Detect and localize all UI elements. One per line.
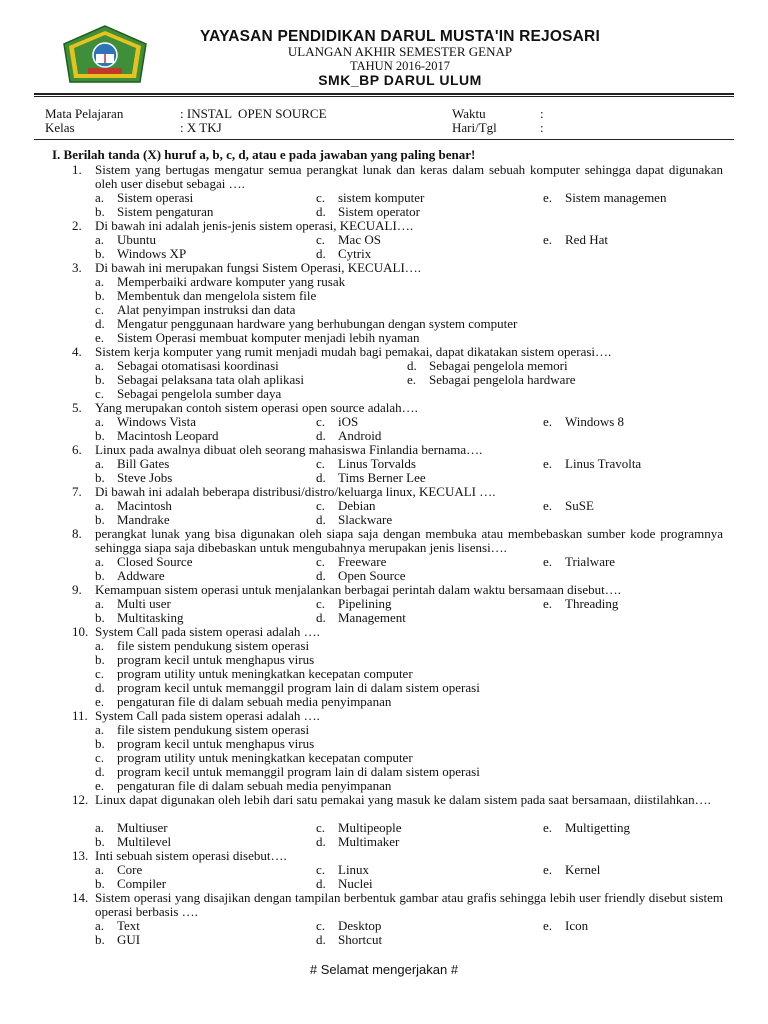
- class-value: : X TKJ: [180, 120, 222, 135]
- option-letter: e.: [407, 372, 417, 387]
- option-text: SuSE: [565, 498, 594, 513]
- exam-year: TAHUN 2016-2017: [349, 59, 451, 73]
- school-name: SMK_BP DARUL ULUM: [318, 72, 482, 88]
- option-text: Closed Source: [117, 554, 193, 569]
- option-text: Memperbaiki ardware komputer yang rusak: [117, 274, 346, 289]
- option-text: Windows XP: [117, 246, 187, 261]
- answer-option: [316, 919, 381, 933]
- option-text: pengaturan file di dalam sebuah media penyimpanan: [117, 778, 392, 793]
- option-text: Linus Travolta: [565, 456, 642, 471]
- answer-option: [95, 247, 186, 261]
- option-letter: d.: [316, 876, 326, 891]
- option-text: Multipeople: [338, 820, 402, 835]
- option-text: Freeware: [338, 554, 387, 569]
- answer-option: [95, 877, 166, 891]
- option-text: Linus Torvalds: [338, 456, 416, 471]
- answer-option: [407, 359, 568, 373]
- answer-option: [95, 513, 170, 527]
- option-text: Linux: [338, 862, 370, 877]
- option-letter: e.: [95, 330, 105, 345]
- answer-option: [95, 639, 309, 653]
- option-text: file sistem pendukung sistem operasi: [117, 722, 310, 737]
- option-text: Sistem operasi: [117, 190, 194, 205]
- option-letter: b.: [95, 470, 105, 485]
- question-text: Linux pada awalnya dibuat oleh seorang mahasiswa Finlandia bernama….: [95, 442, 483, 457]
- answer-option: [95, 359, 279, 373]
- class-label: Kelas: [45, 120, 75, 135]
- answer-option: [316, 233, 381, 247]
- option-letter: d.: [95, 764, 105, 779]
- answer-option: [95, 457, 169, 471]
- answer-option: [95, 723, 309, 737]
- option-letter: a.: [95, 918, 105, 933]
- answer-option: [543, 233, 608, 247]
- option-letter: e.: [543, 456, 553, 471]
- answer-option: [543, 191, 666, 205]
- question-text: perangkat lunak yang bisa digunakan oleh siapa saja dengan membuka atau membebaskan sumber kode programnya sehingga siapa saja dibebaskan untuk mengubahnya merupakan jenis lisensi….: [95, 526, 723, 555]
- question: [72, 401, 722, 415]
- question-text: Yang merupakan contoh sistem operasi open source adalah….: [95, 400, 418, 415]
- option-letter: d.: [316, 512, 326, 527]
- question-text: System Call pada sistem operasi adalah ….: [95, 708, 320, 723]
- time-value: :: [540, 106, 544, 121]
- option-letter: e.: [543, 498, 553, 513]
- option-text: Sistem operator: [338, 204, 420, 219]
- option-letter: c.: [95, 666, 105, 681]
- option-letter: a.: [95, 722, 105, 737]
- option-letter: a.: [95, 414, 105, 429]
- answer-option: [95, 667, 413, 681]
- answer-option: [316, 429, 381, 443]
- question-text: Inti sebuah sistem operasi disebut….: [95, 848, 287, 863]
- option-text: file sistem pendukung sistem operasi: [117, 638, 310, 653]
- answer-option: [95, 205, 213, 219]
- option-letter: d.: [316, 568, 326, 583]
- option-letter: d.: [316, 470, 326, 485]
- option-letter: a.: [95, 820, 105, 835]
- option-letter: a.: [95, 638, 105, 653]
- answer-option: [316, 611, 406, 625]
- question: [72, 849, 722, 863]
- answer-option: [316, 457, 416, 471]
- option-text: iOS: [338, 414, 359, 429]
- option-text: Open Source: [338, 568, 406, 583]
- option-text: Kernel: [565, 862, 601, 877]
- question: [72, 163, 722, 191]
- option-letter: c.: [316, 498, 326, 513]
- question-text: Kemampuan sistem operasi untuk menjalankan berbagai perintah dalam waktu bersamaan disebut….: [95, 582, 621, 597]
- question-text: Di bawah ini merupakan fungsi Sistem Operasi, KECUALI….: [95, 260, 422, 275]
- option-letter: b.: [95, 288, 105, 303]
- answer-option: [543, 919, 588, 933]
- option-text: Mac OS: [338, 232, 381, 247]
- answer-option: [316, 821, 402, 835]
- subject-value: : INSTAL OPEN SOURCE: [180, 106, 327, 121]
- option-text: Sebagai pengelola memori: [429, 358, 568, 373]
- option-text: program kecil untuk memanggil program lain di dalam sistem operasi: [117, 680, 480, 695]
- option-text: Ubuntu: [117, 232, 156, 247]
- question-number: 1.: [72, 162, 82, 177]
- option-text: Cytrix: [338, 246, 372, 261]
- question: [72, 485, 722, 499]
- option-letter: e.: [543, 232, 553, 247]
- option-letter: c.: [95, 386, 105, 401]
- question-number: 10.: [72, 624, 89, 639]
- answer-option: [95, 933, 140, 947]
- answer-option: [316, 191, 424, 205]
- foundation-name: YAYASAN PENDIDIKAN DARUL MUSTA'IN REJOSARI: [200, 28, 600, 45]
- day-value: :: [540, 120, 544, 135]
- question-text: Di bawah ini adalah jenis-jenis sistem operasi, KECUALI….: [95, 218, 414, 233]
- answer-option: [95, 751, 413, 765]
- option-text: Red Hat: [565, 232, 608, 247]
- option-letter: a.: [95, 596, 105, 611]
- question-number: 6.: [72, 442, 82, 457]
- option-letter: e.: [95, 778, 105, 793]
- option-letter: b.: [95, 204, 105, 219]
- answer-option: [95, 681, 480, 695]
- time-label: Waktu: [452, 106, 486, 121]
- question: [72, 583, 722, 597]
- answer-option: [95, 779, 391, 793]
- option-letter: c.: [95, 302, 105, 317]
- option-letter: e.: [543, 820, 553, 835]
- option-letter: d.: [316, 834, 326, 849]
- question: [72, 891, 722, 919]
- option-text: Slackware: [338, 512, 393, 527]
- option-letter: a.: [95, 358, 105, 373]
- answer-option: [316, 933, 382, 947]
- answer-option: [95, 919, 140, 933]
- option-text: program kecil untuk menghapus virus: [117, 652, 315, 667]
- question: [72, 527, 722, 555]
- option-text: Bill Gates: [117, 456, 170, 471]
- option-letter: d.: [95, 316, 105, 331]
- option-text: Sebagai pengelola sumber daya: [117, 386, 282, 401]
- option-text: Multitasking: [117, 610, 184, 625]
- answer-option: [95, 233, 156, 247]
- option-text: Icon: [565, 918, 589, 933]
- option-letter: c.: [316, 862, 326, 877]
- option-letter: e.: [543, 918, 553, 933]
- option-text: Text: [117, 918, 140, 933]
- option-letter: c.: [95, 750, 105, 765]
- answer-option: [95, 191, 193, 205]
- question-text: Sistem kerja komputer yang rumit menjadi mudah bagi pemakai, dapat dikatakan sistem operasi….: [95, 344, 612, 359]
- answer-option: [316, 569, 406, 583]
- question-number: 8.: [72, 526, 82, 541]
- option-letter: a.: [95, 232, 105, 247]
- answer-option: [95, 863, 142, 877]
- option-text: Macintosh Leopard: [117, 428, 219, 443]
- option-letter: c.: [316, 820, 326, 835]
- option-text: Android: [338, 428, 382, 443]
- exam-title: ULANGAN AKHIR SEMESTER GENAP: [287, 44, 513, 59]
- option-letter: c.: [316, 596, 326, 611]
- option-letter: b.: [95, 428, 105, 443]
- option-text: program utility untuk meningkatkan kecepatan computer: [117, 750, 413, 765]
- answer-option: [316, 205, 420, 219]
- option-letter: c.: [316, 414, 326, 429]
- option-text: Sistem managemen: [565, 190, 667, 205]
- option-text: Windows 8: [565, 414, 625, 429]
- question-number: 2.: [72, 218, 82, 233]
- answer-option: [316, 597, 391, 611]
- option-letter: a.: [95, 498, 105, 513]
- subject-label: Mata Pelajaran: [45, 106, 124, 121]
- option-letter: a.: [95, 554, 105, 569]
- option-letter: b.: [95, 736, 105, 751]
- answer-option: [95, 695, 391, 709]
- question-number: 4.: [72, 344, 82, 359]
- question-number: 3.: [72, 260, 82, 275]
- answer-option: [543, 415, 624, 429]
- option-letter: a.: [95, 456, 105, 471]
- option-letter: d.: [316, 610, 326, 625]
- option-text: Multimaker: [338, 834, 400, 849]
- answer-option: [543, 597, 618, 611]
- option-text: Pipelining: [338, 596, 392, 611]
- option-letter: e.: [543, 554, 553, 569]
- question-number: 9.: [72, 582, 82, 597]
- option-text: program utility untuk meningkatkan kecepatan computer: [117, 666, 413, 681]
- question-number: 12.: [72, 792, 89, 807]
- answer-option: [95, 835, 171, 849]
- option-text: Desktop: [338, 918, 382, 933]
- option-letter: d.: [407, 358, 417, 373]
- option-text: Sebagai otomatisasi koordinasi: [117, 358, 279, 373]
- question-text: Sistem yang bertugas mengatur semua perangkat lunak dan keras dalam sebuah komputer sehingga dapat digunakan oleh user disebut sebagai ….: [95, 162, 723, 191]
- option-text: Windows Vista: [117, 414, 196, 429]
- option-letter: d.: [316, 204, 326, 219]
- header-divider: [34, 93, 734, 95]
- answer-option: [316, 415, 358, 429]
- answer-option: [316, 863, 369, 877]
- option-text: program kecil untuk memanggil program lain di dalam sistem operasi: [117, 764, 480, 779]
- option-letter: b.: [95, 568, 105, 583]
- option-letter: a.: [95, 862, 105, 877]
- answer-option: [95, 373, 304, 387]
- option-text: Tims Berner Lee: [338, 470, 426, 485]
- option-letter: d.: [95, 680, 105, 695]
- footer-message: # Selamat mengerjakan #: [309, 962, 459, 977]
- option-text: Multigetting: [565, 820, 630, 835]
- answer-option: [95, 331, 420, 345]
- question: [72, 625, 722, 639]
- option-text: Addware: [117, 568, 165, 583]
- question-number: 13.: [72, 848, 89, 863]
- question-number: 5.: [72, 400, 82, 415]
- answer-option: [95, 569, 165, 583]
- question: [72, 793, 722, 821]
- answer-option: [316, 555, 386, 569]
- option-letter: e.: [543, 862, 553, 877]
- answer-option: [95, 471, 172, 485]
- option-letter: e.: [543, 596, 553, 611]
- answer-option: [316, 499, 376, 513]
- answer-option: [543, 821, 630, 835]
- question-number: 11.: [72, 708, 88, 723]
- answer-option: [95, 611, 183, 625]
- option-letter: d.: [316, 932, 326, 947]
- answer-option: [543, 499, 594, 513]
- question: [72, 443, 722, 457]
- answer-option: [95, 499, 172, 513]
- option-text: Mengatur penggunaan hardware yang berhubungan dengan system computer: [117, 316, 518, 331]
- option-text: sistem komputer: [338, 190, 425, 205]
- answer-option: [543, 555, 615, 569]
- option-text: Debian: [338, 498, 376, 513]
- question-text: Sistem operasi yang disajikan dengan tampilan berbentuk gambar atau grafis sehingga lebih user friendly disebut sistem operasi berbasis ….: [95, 890, 723, 919]
- answer-option: [95, 317, 517, 331]
- answer-option: [95, 387, 281, 401]
- option-letter: b.: [95, 246, 105, 261]
- option-text: Mandrake: [117, 512, 170, 527]
- option-letter: c.: [316, 456, 326, 471]
- option-text: Sebagai pengelola hardware: [429, 372, 576, 387]
- option-letter: e.: [95, 694, 105, 709]
- day-label: Hari/Tgl: [452, 120, 497, 135]
- option-letter: b.: [95, 372, 105, 387]
- question: [72, 709, 722, 723]
- question-text: Di bawah ini adalah beberapa distribusi/distro/keluarga linux, KECUALI ….: [95, 484, 496, 499]
- option-text: Sistem pengaturan: [117, 204, 214, 219]
- question: [72, 219, 722, 233]
- option-text: Trialware: [565, 554, 616, 569]
- answer-option: [95, 765, 480, 779]
- header-divider-thin: [34, 96, 734, 97]
- option-text: program kecil untuk menghapus virus: [117, 736, 315, 751]
- question-number: 7.: [72, 484, 82, 499]
- answer-option: [316, 471, 426, 485]
- answer-option: [407, 373, 576, 387]
- option-text: GUI: [117, 932, 141, 947]
- answer-option: [543, 457, 641, 471]
- option-text: Macintosh: [117, 498, 172, 513]
- option-text: Alat penyimpan instruksi dan data: [117, 302, 296, 317]
- option-letter: a.: [95, 190, 105, 205]
- option-letter: d.: [316, 246, 326, 261]
- section-instruction: I. Berilah tanda (X) huruf a, b, c, d, atau e pada jawaban yang paling benar!: [52, 147, 476, 162]
- school-logo: [60, 24, 150, 88]
- option-letter: b.: [95, 652, 105, 667]
- question: [72, 261, 722, 275]
- option-text: Multilevel: [117, 834, 172, 849]
- answer-option: [95, 555, 192, 569]
- option-text: Multi user: [117, 596, 171, 611]
- option-letter: b.: [95, 876, 105, 891]
- option-text: Sistem Operasi membuat komputer menjadi lebih nyaman: [117, 330, 420, 345]
- answer-option: [95, 653, 314, 667]
- option-text: Multiuser: [117, 820, 168, 835]
- option-letter: e.: [543, 414, 553, 429]
- answer-option: [316, 247, 371, 261]
- answer-option: [95, 275, 345, 289]
- answer-option: [95, 737, 314, 751]
- option-text: Core: [117, 862, 143, 877]
- option-letter: a.: [95, 274, 105, 289]
- answer-option: [95, 429, 218, 443]
- answer-option: [316, 513, 392, 527]
- info-divider: [34, 139, 734, 140]
- question-number: 14.: [72, 890, 89, 905]
- question: [72, 345, 722, 359]
- answer-option: [543, 863, 600, 877]
- option-letter: d.: [316, 428, 326, 443]
- answer-option: [316, 835, 399, 849]
- answer-option: [95, 415, 196, 429]
- answer-option: [316, 877, 373, 891]
- question-text: Linux dapat digunakan oleh lebih dari satu pemakai yang masuk ke dalam sistem pada saat bersamaan, diistilahkan….: [95, 792, 711, 807]
- option-letter: b.: [95, 512, 105, 527]
- option-text: Compiler: [117, 876, 167, 891]
- option-letter: c.: [316, 554, 326, 569]
- answer-option: [95, 303, 295, 317]
- option-letter: b.: [95, 610, 105, 625]
- option-text: pengaturan file di dalam sebuah media penyimpanan: [117, 694, 392, 709]
- option-letter: c.: [316, 190, 326, 205]
- option-letter: b.: [95, 932, 105, 947]
- option-text: Steve Jobs: [117, 470, 173, 485]
- option-text: Nuclei: [338, 876, 373, 891]
- answer-option: [95, 597, 171, 611]
- option-letter: b.: [95, 834, 105, 849]
- option-text: Threading: [565, 596, 619, 611]
- option-text: Shortcut: [338, 932, 383, 947]
- option-text: Membentuk dan mengelola sistem file: [117, 288, 317, 303]
- question-text: System Call pada sistem operasi adalah ….: [95, 624, 320, 639]
- option-letter: c.: [316, 232, 326, 247]
- option-letter: e.: [543, 190, 553, 205]
- option-text: Sebagai pelaksana tata olah aplikasi: [117, 372, 304, 387]
- answer-option: [95, 821, 168, 835]
- answer-option: [95, 289, 316, 303]
- option-text: Management: [338, 610, 406, 625]
- option-letter: c.: [316, 918, 326, 933]
